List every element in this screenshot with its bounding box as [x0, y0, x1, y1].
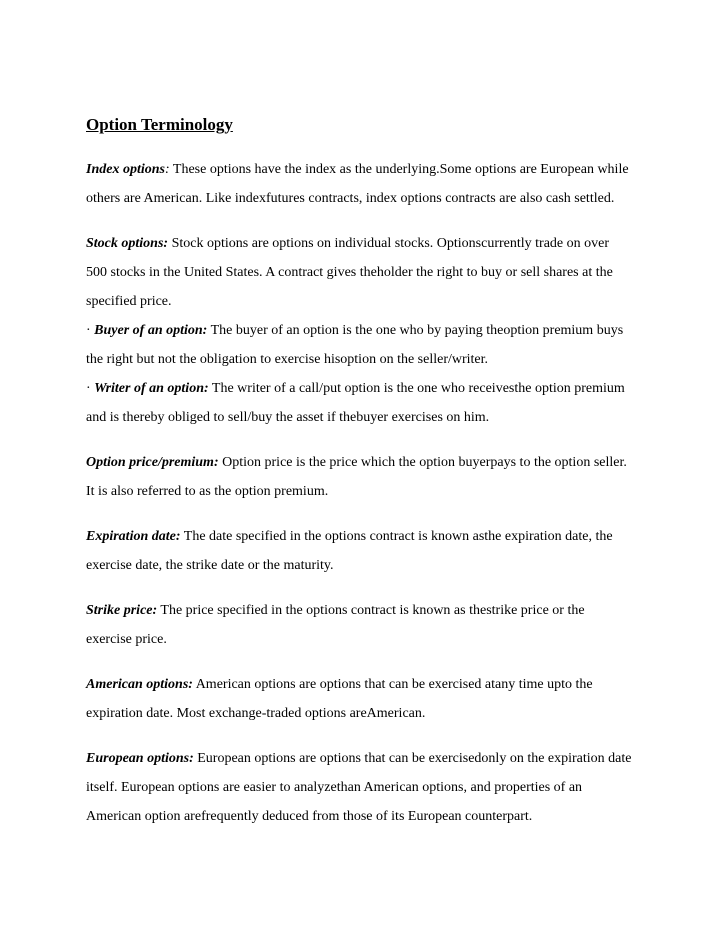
- expiration-date-term: Expiration date:: [86, 529, 181, 544]
- option-price-term: Option price/premium:: [86, 455, 219, 470]
- expiration-date-paragraph: Expiration date: The date specified in the options contract is known asthe expiration date, the exercise date, the strike date or the maturity.: [86, 529, 613, 573]
- index-options-paragraph: Index options: These options have the index as the underlying.Some options are European while others are American. Like indexfutures contracts, index options contracts are also cash settled.: [86, 162, 629, 206]
- buyer-term: Buyer of an option:: [94, 323, 208, 338]
- index-options-term: Index options: [86, 162, 165, 177]
- buyer-paragraph: · Buyer of an option: The buyer of an option is the one who by paying theoption premium buys the right but not the obligation to exercise hisoption on the seller/writer.: [86, 323, 624, 367]
- option-price-paragraph: Option price/premium: Option price is the price which the option buyerpays to the option seller. It is also referred to as the option premium.: [86, 455, 627, 499]
- strike-price-term: Strike price:: [86, 603, 158, 618]
- american-options-paragraph: American options: American options are options that can be exercised atany time upto the expiration date. Most exchange-traded options areAmerican.: [86, 677, 593, 721]
- writer-term: Writer of an option:: [94, 381, 209, 396]
- strike-price-paragraph: Strike price: The price specified in the options contract is known as thestrike price or the exercise price.: [86, 603, 585, 647]
- document-page: [86, 112, 666, 836]
- stock-options-term: Stock options:: [86, 236, 169, 251]
- stock-options-paragraph: Stock options: Stock options are options on individual stocks. Optionscurrently trade on over 500 stocks in the United States. A contract gives theholder the right to buy or sell shares at the specified price.: [86, 236, 613, 309]
- american-options-term: American options:: [86, 677, 193, 692]
- bullet-dot: ·: [86, 323, 95, 338]
- document-title: Option Terminology: [86, 115, 233, 134]
- bullet-dot: ·: [86, 381, 95, 396]
- european-options-term: European options:: [86, 751, 194, 766]
- european-options-paragraph: European options: European options are options that can be exercisedonly on the expiration date itself. European options are easier to analyzethan American options, and properties of an American option arefrequently deduced from those of its European counterpart.: [86, 751, 632, 824]
- writer-paragraph: · Writer of an option: The writer of a call/put option is the one who receivesthe option premium and is thereby obliged to sell/buy the asset if thebuyer exercises on him.: [86, 381, 625, 425]
- index-options-colon: :: [164, 162, 170, 177]
